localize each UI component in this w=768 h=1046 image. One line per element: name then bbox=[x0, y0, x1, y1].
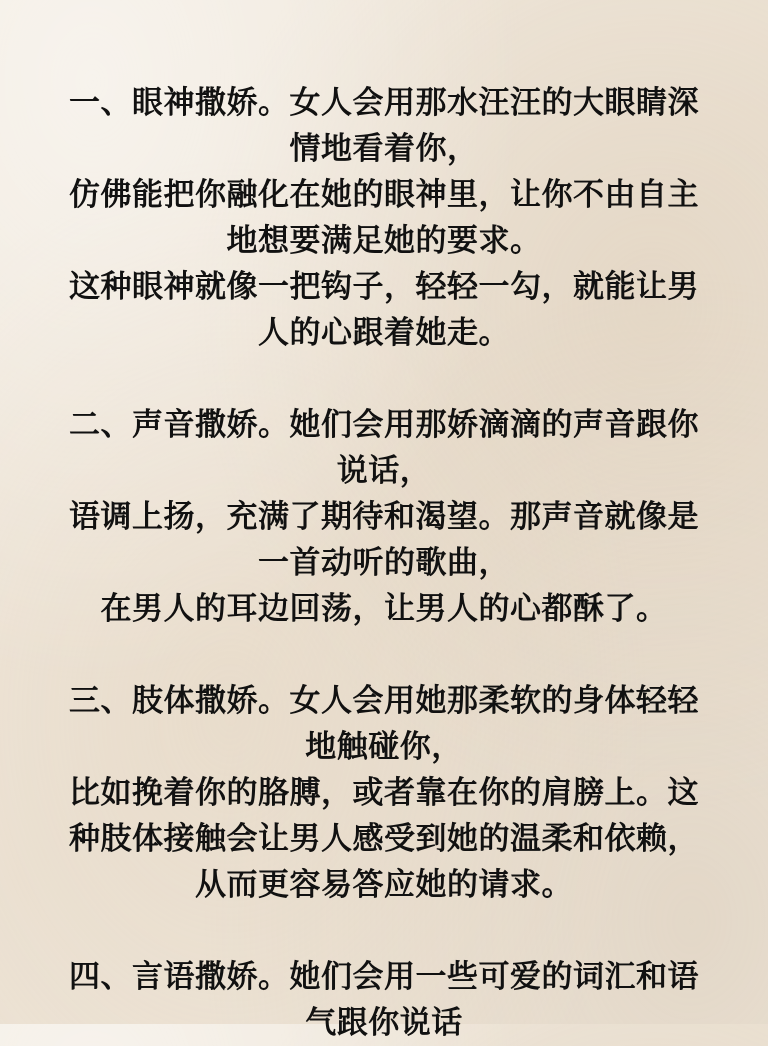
paragraph-spacer bbox=[24, 356, 744, 402]
paragraph-spacer bbox=[24, 908, 744, 954]
section-eye-expression bbox=[24, 80, 744, 356]
text-line: 比如挽着你的胳膊，或者靠在你的肩膀上。这 bbox=[69, 775, 699, 811]
article-text bbox=[24, 80, 744, 1046]
text-line: 说话， bbox=[336, 453, 432, 489]
text-line: 地触碰你， bbox=[305, 729, 463, 765]
text-line: 气跟你说话 bbox=[305, 1005, 463, 1041]
text-line: 二、声音撒娇。她们会用那娇滴滴的声音跟你 bbox=[69, 407, 699, 443]
text-line: 一、眼神撒娇。女人会用那水汪汪的大眼睛深 bbox=[69, 85, 699, 121]
text-line: 四、言语撒娇。她们会用一些可爱的词汇和语 bbox=[69, 959, 699, 995]
section-body-language bbox=[24, 678, 744, 908]
section-voice bbox=[24, 402, 744, 632]
text-line: 人的心跟着她走。 bbox=[258, 315, 510, 351]
text-line: 三、肢体撒娇。女人会用她那柔软的身体轻轻 bbox=[69, 683, 699, 719]
text-line: 一首动听的歌曲， bbox=[258, 545, 510, 581]
text-line: 地想要满足她的要求。 bbox=[226, 223, 542, 259]
text-line: 语调上扬，充满了期待和渴望。那声音就像是 bbox=[69, 499, 699, 535]
text-line: 在男人的耳边回荡，让男人的心都酥了。 bbox=[100, 591, 668, 627]
text-line: 从而更容易答应她的请求。 bbox=[195, 867, 573, 903]
text-line: 种肢体接触会让男人感受到她的温柔和依赖， bbox=[69, 821, 699, 857]
text-line: 仿佛能把你融化在她的眼神里，让你不由自主 bbox=[69, 177, 699, 213]
text-line: 情地看着你， bbox=[289, 131, 479, 167]
section-speech bbox=[24, 954, 744, 1046]
paragraph-spacer bbox=[24, 632, 744, 678]
text-line: 这种眼神就像一把钩子，轻轻一勾，就能让男 bbox=[69, 269, 699, 305]
